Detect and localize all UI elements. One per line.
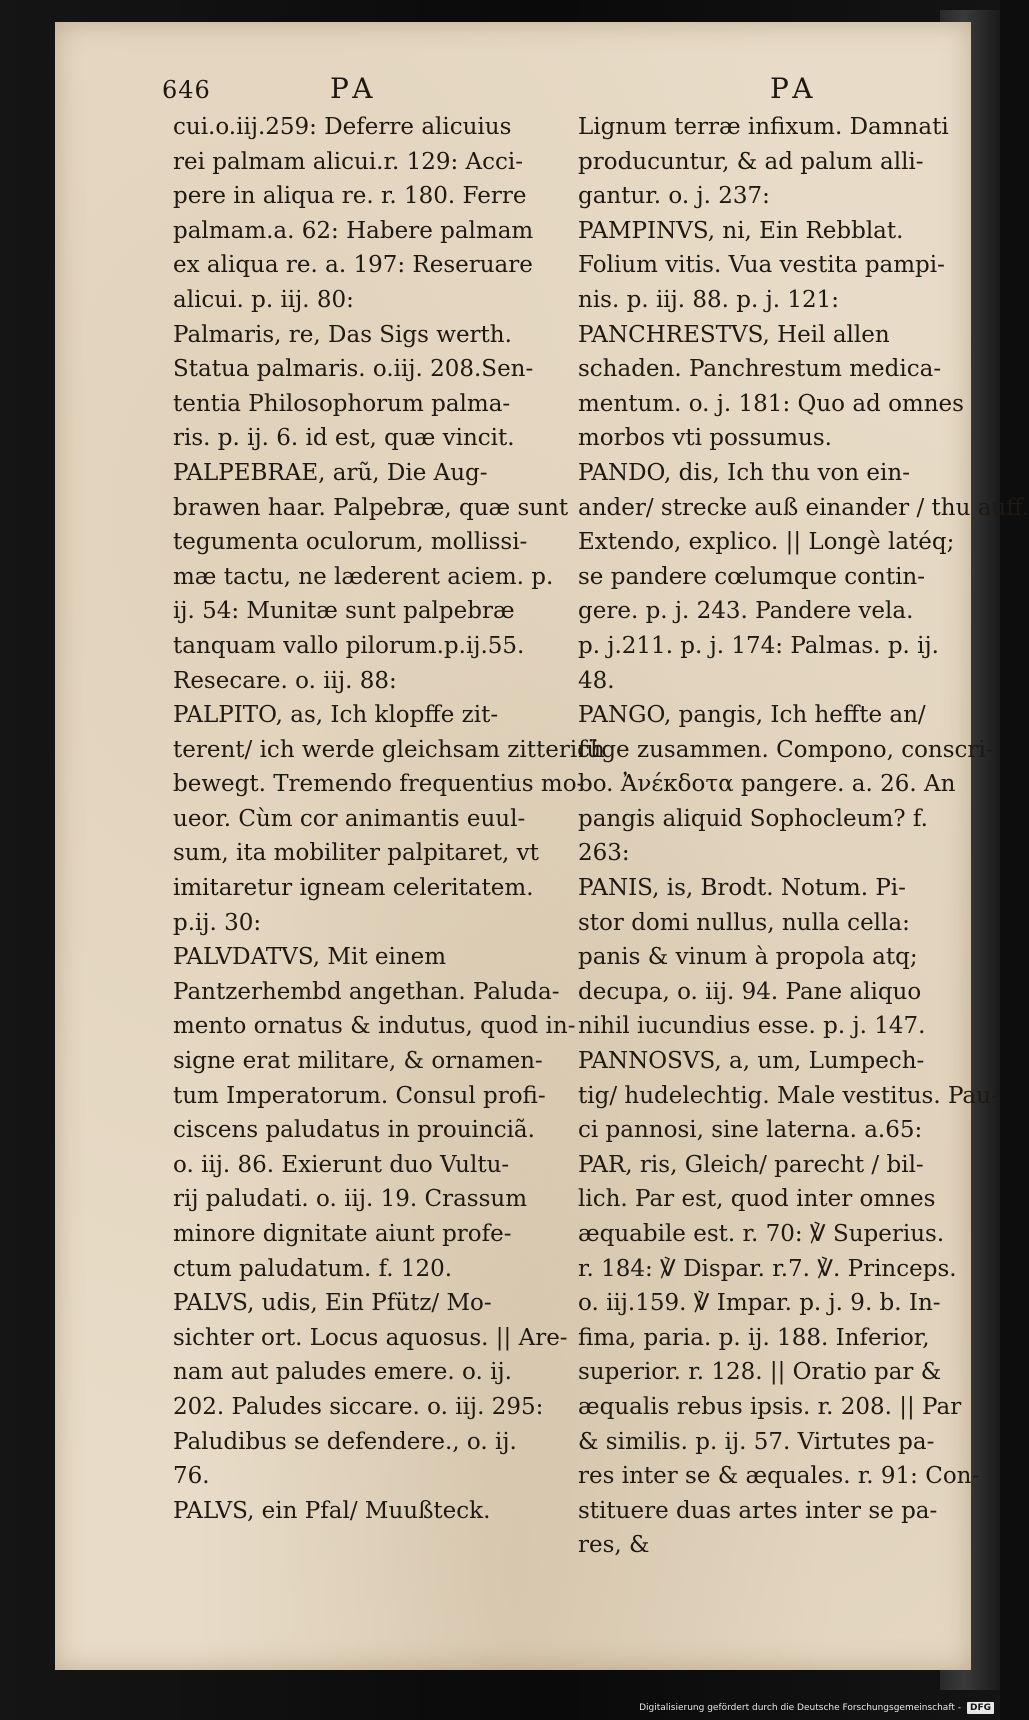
text-line: sum, ita mobiliter palpitaret, vt — [173, 840, 539, 867]
right-running-head: PA — [770, 72, 819, 105]
text-line: 263: — [578, 840, 630, 867]
text-line: PALPEBRAE, arũ, Die Aug- — [173, 459, 488, 486]
digitization-footer — [639, 1700, 994, 1716]
text-line: PANCHRESTVS, Heil allen — [578, 321, 890, 348]
text-line: morbos vti possumus. — [578, 425, 832, 452]
text-line: rij paludati. o. iij. 19. Crassum — [173, 1186, 528, 1213]
text-line: cui.o.iij.259: Deferre alicuius — [173, 114, 512, 140]
text-line: Folium vitis. Vua vestita pampi- — [578, 252, 945, 279]
text-line: 202. Paludes siccare. o. iij. 295: — [173, 1393, 544, 1420]
text-line: se pandere cœlumque contin- — [578, 563, 926, 590]
text-line: Lignum terræ infixum. Damnati — [578, 114, 949, 140]
text-line: sichter ort. Locus aquosus. || Are- — [173, 1324, 568, 1351]
text-line: tig/ hudelechtig. Male vestitus. Pau- — [578, 1082, 999, 1109]
page-header — [110, 62, 870, 112]
text-line: res, & — [578, 1532, 650, 1559]
text-line: PALPITO, as, Ich klopffe zit- — [173, 702, 499, 729]
text-line: ander/ strecke auß einander / thu auff. — [578, 494, 1029, 521]
text-line: PALVDATVS, Mit einem — [173, 944, 447, 971]
text-line: PAR, ris, Gleich/ parecht / bil- — [578, 1151, 924, 1178]
text-line: Statua palmaris. o.iij. 208.Sen- — [173, 356, 534, 383]
footer-credit: Digitalisierung gefördert durch die Deutsche Forschungsgemeinschaft - — [639, 1703, 961, 1713]
text-line: nam aut paludes emere. o. ij. — [173, 1359, 512, 1386]
text-line: mentum. o. j. 181: Quo ad omnes — [578, 390, 964, 417]
text-line: p. j.211. p. j. 174: Palmas. p. ij. — [578, 632, 939, 659]
text-line: palmam.a. 62: Habere palmam — [173, 217, 534, 244]
text-line: ris. p. ij. 6. id est, quæ vincit. — [173, 425, 515, 452]
text-line: PANDO, dis, Ich thu von ein- — [578, 459, 910, 486]
dfg-logo: DFG — [967, 1702, 994, 1714]
text-line: stor domi nullus, nulla cella: — [578, 909, 910, 936]
text-line: o. iij.159. ℣ Impar. p. j. 9. b. In- — [578, 1290, 941, 1317]
text-line: superior. r. 128. || Oratio par & — [578, 1359, 942, 1386]
text-line: füge zusammen. Compono, conscri- — [578, 736, 994, 763]
text-line: rei palmam alicui.r. 129: Acci- — [173, 148, 524, 175]
text-line: o. iij. 86. Exierunt duo Vultu- — [173, 1151, 510, 1178]
text-line: æqualis rebus ipsis. r. 208. || Par — [578, 1393, 962, 1420]
text-line: Resecare. o. iij. 88: — [173, 667, 397, 694]
text-line: bewegt. Tremendo frequentius mo- — [173, 771, 585, 798]
text-line: ueor. Cùm cor animantis euul- — [173, 805, 526, 832]
text-line: mento ornatus & indutus, quod in- — [173, 1013, 576, 1040]
text-line: panis & vinum à propola atq; — [578, 944, 918, 971]
text-line: tentia Philosophorum palma- — [173, 390, 511, 417]
text-line: p.ij. 30: — [173, 909, 262, 936]
text-line: brawen haar. Palpebræ, quæ sunt — [173, 494, 569, 521]
text-line: & similis. p. ij. 57. Virtutes pa- — [578, 1428, 935, 1455]
text-line: ctum paludatum. f. 120. — [173, 1255, 453, 1282]
text-line: nihil iucundius esse. p. j. 147. — [578, 1013, 926, 1040]
left-running-head: PA — [330, 72, 379, 105]
text-line: tegumenta oculorum, mollissi- — [173, 529, 528, 556]
text-line: æquabile est. r. 70: ℣ Superius. — [578, 1221, 945, 1247]
text-line: nis. p. iij. 88. p. j. 121: — [578, 286, 840, 313]
text-line: Pantzerhembd angethan. Paluda- — [173, 978, 560, 1005]
text-line: ci pannosi, sine laterna. a.65: — [578, 1117, 923, 1144]
text-line: decupa, o. iij. 94. Pane aliquo — [578, 978, 922, 1005]
text-line: stituere duas artes inter se pa- — [578, 1497, 938, 1524]
right-column — [578, 110, 1029, 1563]
text-line: Extendo, explico. || Longè latéq; — [578, 529, 955, 556]
text-line: PALVS, udis, Ein Pfütz/ Mo- — [173, 1290, 492, 1317]
text-line: pere in aliqua re. r. 180. Ferre — [173, 183, 527, 210]
text-line: 76. — [173, 1463, 210, 1490]
text-line: schaden. Panchrestum medica- — [578, 356, 942, 383]
text-line: tum Imperatorum. Consul profi- — [173, 1082, 546, 1109]
text-line: PANIS, is, Brodt. Notum. Pi- — [578, 875, 906, 902]
text-line: PANNOSVS, a, um, Lumpech- — [578, 1048, 925, 1075]
text-line: pangis aliquid Sophocleum? f. — [578, 805, 928, 832]
text-line: mæ tactu, ne læderent aciem. p. — [173, 563, 554, 590]
text-line: alicui. p. iij. 80: — [173, 286, 354, 313]
text-line: PAMPINVS, ni, Ein Rebblat. — [578, 217, 904, 244]
text-line: tanquam vallo pilorum.p.ij.55. — [173, 632, 525, 659]
text-line: ex aliqua re. a. 197: Reseruare — [173, 252, 533, 279]
text-line: Paludibus se defendere., o. ij. — [173, 1428, 517, 1455]
text-line: 48. — [578, 667, 615, 694]
text-line: Palmaris, re, Das Sigs werth. — [173, 321, 512, 348]
text-line: producuntur, & ad palum alli- — [578, 148, 924, 175]
text-line: ciscens paludatus in prouinciã. — [173, 1117, 535, 1144]
page-number: 646 — [162, 76, 211, 104]
text-line: fima, paria. p. ij. 188. Inferior, — [578, 1324, 930, 1351]
text-line: signe erat militare, & ornamen- — [173, 1048, 543, 1075]
text-line: lich. Par est, quod inter omnes — [578, 1186, 936, 1213]
text-line: ij. 54: Munitæ sunt palpebræ — [173, 598, 515, 625]
text-line: res inter se & æquales. r. 91: Con- — [578, 1463, 980, 1490]
text-line: imitaretur igneam celeritatem. — [173, 875, 534, 902]
text-line: bo. Ἀνέκδοτα pangere. a. 26. An — [578, 771, 956, 798]
text-line: PANGO, pangis, Ich heffte an/ — [578, 702, 926, 729]
text-line: PALVS, ein Pfal/ Muußteck. — [173, 1497, 491, 1524]
text-line: minore dignitate aiunt profe- — [173, 1221, 512, 1247]
text-line: terent/ ich werde gleichsam zitterich — [173, 736, 605, 763]
text-line: gere. p. j. 243. Pandere vela. — [578, 598, 914, 625]
text-line: gantur. o. j. 237: — [578, 183, 770, 210]
text-line: r. 184: ℣ Dispar. r.7. ℣. Princeps. — [578, 1255, 957, 1282]
